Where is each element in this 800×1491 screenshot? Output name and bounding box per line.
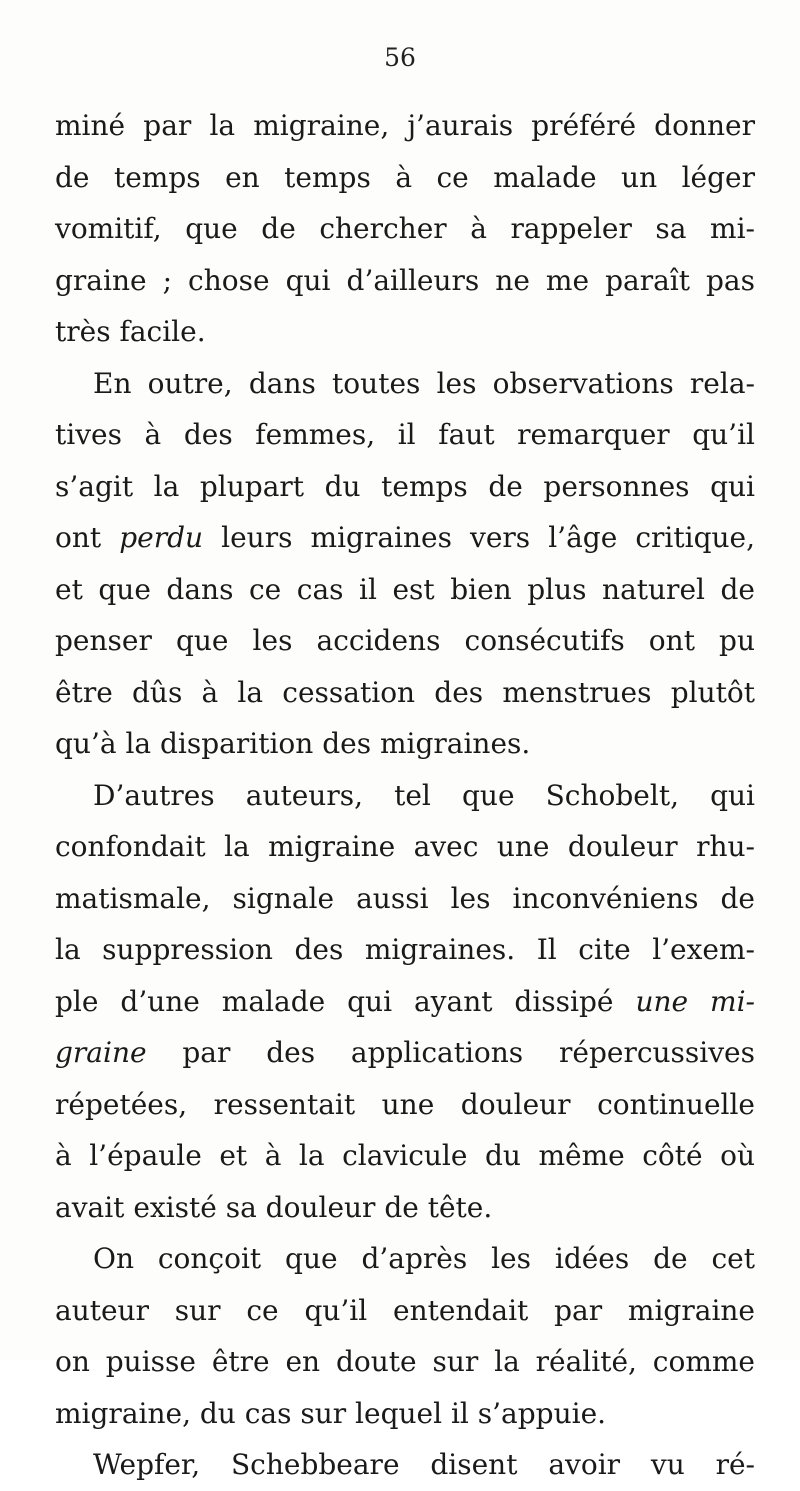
text-line — [55, 100, 755, 152]
text-run: et que dans ce cas il est bien plus naturel de — [55, 572, 755, 606]
text-run: auteur sur ce qu’il entendait par migraine — [55, 1293, 755, 1327]
text-run: Wepfer, Schebbeare disent avoir vu ré- — [93, 1448, 755, 1481]
text-line — [55, 152, 755, 204]
text-line — [55, 255, 755, 307]
text-line — [55, 461, 755, 513]
text-line — [55, 1439, 755, 1491]
text-line — [55, 564, 755, 616]
text-run: matismale, signale aussi les inconvéniens de — [55, 881, 755, 915]
text-run: par des applications répercussives — [146, 1036, 755, 1069]
text-run: s’agit la plupart du temps de personnes qui — [55, 469, 755, 503]
text-line — [55, 1336, 755, 1388]
text-line — [55, 203, 755, 255]
text-run: qu’à la disparition des migraines. — [55, 727, 531, 760]
text-line — [55, 1182, 755, 1234]
text-run: répetées, ressentait une douleur continuelle — [55, 1087, 755, 1121]
text-line — [55, 1233, 755, 1285]
text-line — [55, 770, 755, 822]
text-run: confondait la migraine avec une douleur rhu- — [55, 830, 755, 863]
italic-text-run: graine — [55, 1036, 147, 1069]
text-line — [55, 1388, 755, 1440]
text-line — [55, 1130, 755, 1182]
text-run: migraine, du cas sur lequel il s’appuie. — [55, 1396, 607, 1430]
italic-text-run: une mi- — [635, 984, 755, 1018]
text-run: être dûs à la cessation des menstrues plutôt — [55, 675, 755, 709]
text-run: penser que les accidens consécutifs ont pu — [55, 624, 755, 657]
text-run: ple d’une malade qui ayant dissipé — [55, 984, 636, 1018]
text-run: vomitif, que de chercher à rappeler sa mi- — [55, 212, 755, 245]
text-run: à l’épaule et à la clavicule du même côté où — [55, 1139, 755, 1172]
text-run: On conçoit que d’après les idées de cet — [93, 1242, 755, 1275]
text-run: En outre, dans toutes les observations rela- — [93, 366, 755, 400]
text-line — [55, 976, 755, 1028]
text-line — [55, 873, 755, 925]
text-line — [55, 924, 755, 976]
text-line — [55, 512, 755, 564]
page-number: 56 — [384, 43, 416, 72]
text-run: ont — [55, 521, 120, 554]
text-run: miné par la migraine, j’aurais préféré donner — [55, 109, 755, 142]
text-line — [55, 1285, 755, 1337]
text-line — [55, 667, 755, 719]
text-line — [55, 306, 755, 358]
text-run: de temps en temps à ce malade un léger — [55, 160, 755, 194]
text-line — [55, 718, 755, 770]
text-run: leurs migraines vers l’âge critique, — [203, 521, 756, 554]
text-run: très facile. — [55, 315, 206, 348]
text-line — [55, 821, 755, 873]
text-run: graine ; chose qui d’ailleurs ne me paraît pas — [55, 263, 755, 297]
text-line — [55, 615, 755, 667]
text-run: la suppression des migraines. Il cite l’exem- — [55, 933, 755, 966]
text-run: tives à des femmes, il faut remarquer qu’il — [55, 418, 755, 451]
text-line — [55, 409, 755, 461]
italic-text-run: perdu — [119, 521, 204, 554]
text-line — [55, 358, 755, 410]
body-text — [55, 100, 755, 1491]
text-run: on puisse être en doute sur la réalité, comme — [55, 1345, 755, 1378]
text-run: D’autres auteurs, tel que Schobelt, qui — [93, 778, 755, 812]
text-line — [55, 1079, 755, 1131]
text-run: avait existé sa douleur de tête. — [55, 1190, 493, 1224]
text-line — [55, 1027, 755, 1079]
